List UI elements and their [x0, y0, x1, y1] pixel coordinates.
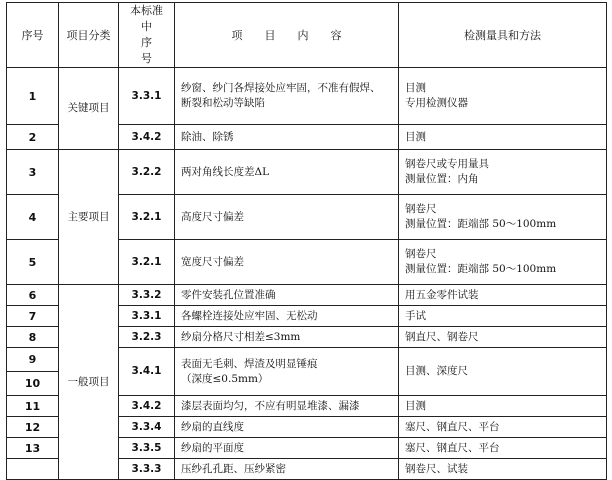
- table-row: [7, 285, 607, 306]
- content-line: 高度尺寸偏差: [181, 210, 244, 223]
- header-method: 检测量具和方法: [399, 3, 607, 68]
- row-content: [175, 150, 399, 195]
- row-method: [399, 285, 607, 306]
- content-line: 零件安装孔位置准确: [181, 288, 276, 301]
- category-main: 主要项目: [59, 150, 119, 285]
- content-line: （深度≤0.5mm）: [181, 372, 269, 385]
- content-line: 两对角线长度差ΔL: [181, 165, 270, 178]
- row-content: [175, 240, 399, 285]
- row-index: 10: [7, 372, 59, 396]
- row-index: 6: [7, 285, 59, 306]
- row-method: [399, 306, 607, 327]
- category-general: 一般项目: [59, 285, 119, 480]
- row-clause: 3.3.2: [119, 285, 175, 306]
- row-content: [175, 68, 399, 125]
- row-clause: 3.3.4: [119, 417, 175, 438]
- method-line: 钢直尺、钢卷尺: [405, 330, 479, 343]
- row-content: [175, 396, 399, 417]
- row-content: [175, 195, 399, 240]
- method-line: 测量位置：内角: [405, 173, 479, 185]
- row-clause: 3.3.1: [119, 306, 175, 327]
- row-clause: 3.3.5: [119, 438, 175, 459]
- row-method: [399, 195, 607, 240]
- row-index: [7, 459, 59, 480]
- row-index: 4: [7, 195, 59, 240]
- method-line: 用五金零件试装: [405, 288, 479, 301]
- content-line: 纱扇分格尺寸相差≤3mm: [181, 330, 301, 343]
- method-line: 钢卷尺: [405, 248, 437, 260]
- content-line: 除油、除锈: [181, 130, 234, 143]
- method-line: 钢卷尺、试装: [405, 462, 468, 475]
- method-line: 钢卷尺: [405, 203, 437, 215]
- row-method: [399, 348, 607, 396]
- row-index: 8: [7, 327, 59, 348]
- row-index: 5: [7, 240, 59, 285]
- content-line: 表面无毛刺、焊渣及明显锤痕: [181, 357, 318, 370]
- row-clause: 3.2.2: [119, 150, 175, 195]
- row-clause: 3.4.2: [119, 125, 175, 150]
- inspection-table: [6, 2, 607, 480]
- row-content: [175, 459, 399, 480]
- row-method: [399, 417, 607, 438]
- row-content: [175, 125, 399, 150]
- row-index: 1: [7, 68, 59, 125]
- content-line: 漆层表面均匀，不应有明显堆漆、漏漆: [181, 399, 360, 412]
- row-method: [399, 125, 607, 150]
- method-line: 手试: [405, 309, 426, 322]
- row-clause: 3.4.1: [119, 348, 175, 396]
- category-key: 关键项目: [59, 68, 119, 150]
- row-index: 11: [7, 396, 59, 417]
- content-line: 压纱孔孔距、压纱紧密: [181, 462, 286, 475]
- method-line: 测量位置：距端部 50～100mm: [405, 263, 557, 275]
- row-clause: 3.4.2: [119, 396, 175, 417]
- row-index: 9: [7, 348, 59, 372]
- table-row: [7, 68, 607, 125]
- row-content: [175, 306, 399, 327]
- row-index: 13: [7, 438, 59, 459]
- table-row: [7, 150, 607, 195]
- row-clause: 3.2.3: [119, 327, 175, 348]
- row-method: [399, 459, 607, 480]
- row-content: [175, 327, 399, 348]
- method-line: 目测: [405, 82, 426, 94]
- content-line: 纱扇的平面度: [181, 441, 244, 454]
- header-index: 序号: [7, 3, 59, 68]
- row-index: 2: [7, 125, 59, 150]
- row-content: [175, 348, 399, 396]
- row-content: [175, 438, 399, 459]
- method-line: 目测、深度尺: [405, 365, 468, 377]
- row-clause: 3.3.1: [119, 68, 175, 125]
- row-method: [399, 150, 607, 195]
- content-line: 各螺栓连接处应牢固、无松动: [181, 309, 318, 322]
- row-index: 3: [7, 150, 59, 195]
- method-line: 目测: [405, 130, 426, 143]
- row-clause: 3.2.1: [119, 195, 175, 240]
- method-line: 专用检测仪器: [405, 97, 468, 109]
- method-line: 测量位置：距端部 50～100mm: [405, 218, 557, 230]
- method-line: 塞尺、钢直尺、平台: [405, 420, 500, 433]
- row-method: [399, 396, 607, 417]
- row-index: 12: [7, 417, 59, 438]
- content-line: 纱窗、纱门各焊接处应牢固，不准有假焊、: [181, 82, 381, 94]
- row-method: [399, 240, 607, 285]
- row-method: [399, 327, 607, 348]
- method-line: 目测: [405, 399, 426, 412]
- header-clause-line1: 本标准中: [130, 4, 163, 33]
- header-clause-line2: 序 号: [141, 36, 174, 65]
- method-line: 塞尺、钢直尺、平台: [405, 441, 500, 454]
- header-row: [7, 3, 607, 68]
- header-category: 项目分类: [59, 3, 119, 68]
- row-content: [175, 417, 399, 438]
- row-method: [399, 68, 607, 125]
- row-clause: 3.2.1: [119, 240, 175, 285]
- row-content: [175, 285, 399, 306]
- method-line: 钢卷尺或专用量具: [405, 158, 489, 170]
- content-line: 宽度尺寸偏差: [181, 255, 244, 268]
- row-method: [399, 438, 607, 459]
- header-content: 项 目 内 容: [175, 3, 399, 68]
- row-clause: 3.3.3: [119, 459, 175, 480]
- row-index: 7: [7, 306, 59, 327]
- content-line: 断裂和松动等缺陷: [181, 97, 265, 109]
- content-line: 纱扇的直线度: [181, 420, 244, 433]
- header-clause: [119, 3, 175, 68]
